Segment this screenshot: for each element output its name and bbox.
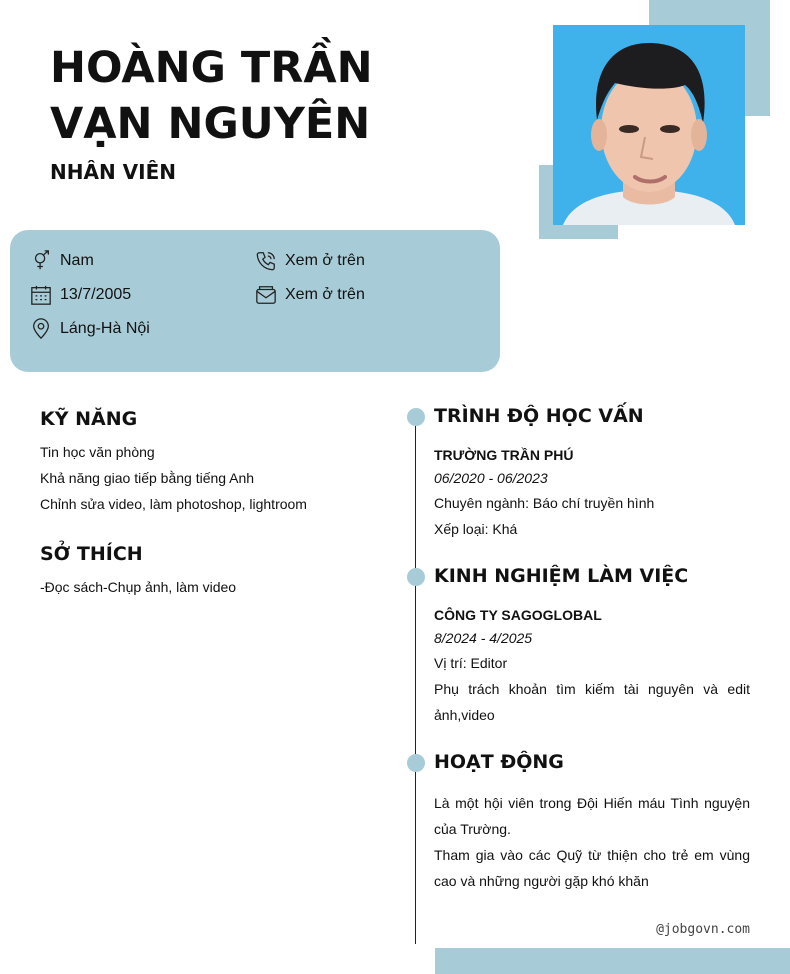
skill-item: Chỉnh sửa video, làm photoshop, lightroom bbox=[40, 496, 307, 512]
skill-item: Khả năng giao tiếp bằng tiếng Anh bbox=[40, 470, 255, 486]
job-title: NHÂN VIÊN bbox=[50, 160, 176, 184]
experience-period: 8/2024 - 4/2025 bbox=[434, 630, 533, 646]
location-pin-icon bbox=[30, 318, 52, 340]
info-email bbox=[255, 284, 365, 306]
skill-item: Tin học văn phòng bbox=[40, 444, 155, 460]
hobbies-text: -Đọc sách-Chụp ảnh, làm video bbox=[40, 579, 237, 595]
activity-item: Tham gia vào các Quỹ từ thiện cho trẻ em vùng cao và những người gặp khó khăn bbox=[434, 847, 750, 889]
education-title: TRÌNH ĐỘ HỌC VẤN bbox=[434, 405, 644, 427]
activity-item: Là một hội viên trong Đội Hiến máu Tình nguyện của Trường. bbox=[434, 795, 750, 837]
education-grade: Xếp loại: Khá bbox=[434, 521, 518, 537]
address-text: Láng-Hà Nội bbox=[60, 320, 150, 337]
info-address bbox=[30, 318, 150, 340]
contact-info-box bbox=[10, 230, 500, 372]
birthday-text: 13/7/2005 bbox=[60, 286, 132, 303]
hobbies-title: SỞ THÍCH bbox=[40, 543, 143, 565]
skills-title: KỸ NĂNG bbox=[40, 408, 138, 430]
info-phone bbox=[255, 250, 365, 272]
phone-icon bbox=[255, 250, 277, 272]
timeline-dot-activities bbox=[407, 754, 425, 772]
calendar-icon bbox=[30, 284, 52, 306]
footer-bar bbox=[435, 948, 790, 974]
company-name: CÔNG TY SAGOGLOBAL bbox=[434, 607, 602, 623]
timeline-dot-education bbox=[407, 408, 425, 426]
info-gender bbox=[30, 250, 94, 272]
watermark: @jobgovn.com bbox=[656, 922, 750, 937]
candidate-name: HOÀNG TRẦN VẠN NGUYÊN bbox=[50, 43, 373, 149]
experience-title: KINH NGHIỆM LÀM VIỆC bbox=[434, 565, 689, 587]
gender-icon bbox=[30, 250, 52, 272]
timeline-line bbox=[415, 416, 416, 944]
school-name: TRƯỜNG TRẦN PHÚ bbox=[434, 447, 574, 463]
portrait-illustration bbox=[553, 25, 745, 225]
education-major: Chuyên ngành: Báo chí truyền hình bbox=[434, 495, 655, 511]
experience-position: Vị trí: Editor bbox=[434, 655, 508, 671]
email-icon bbox=[255, 284, 277, 306]
timeline-dot-experience bbox=[407, 568, 425, 586]
phone-text: Xem ở trên bbox=[285, 252, 365, 269]
activities-title: HOẠT ĐỘNG bbox=[434, 751, 564, 773]
education-period: 06/2020 - 06/2023 bbox=[434, 470, 548, 486]
experience-description: Phụ trách khoản tìm kiếm tài nguyên và edit ảnh,video bbox=[434, 681, 750, 723]
info-birthday bbox=[30, 284, 131, 306]
email-text: Xem ở trên bbox=[285, 286, 365, 303]
profile-photo bbox=[553, 25, 745, 225]
gender-text: Nam bbox=[60, 252, 94, 269]
